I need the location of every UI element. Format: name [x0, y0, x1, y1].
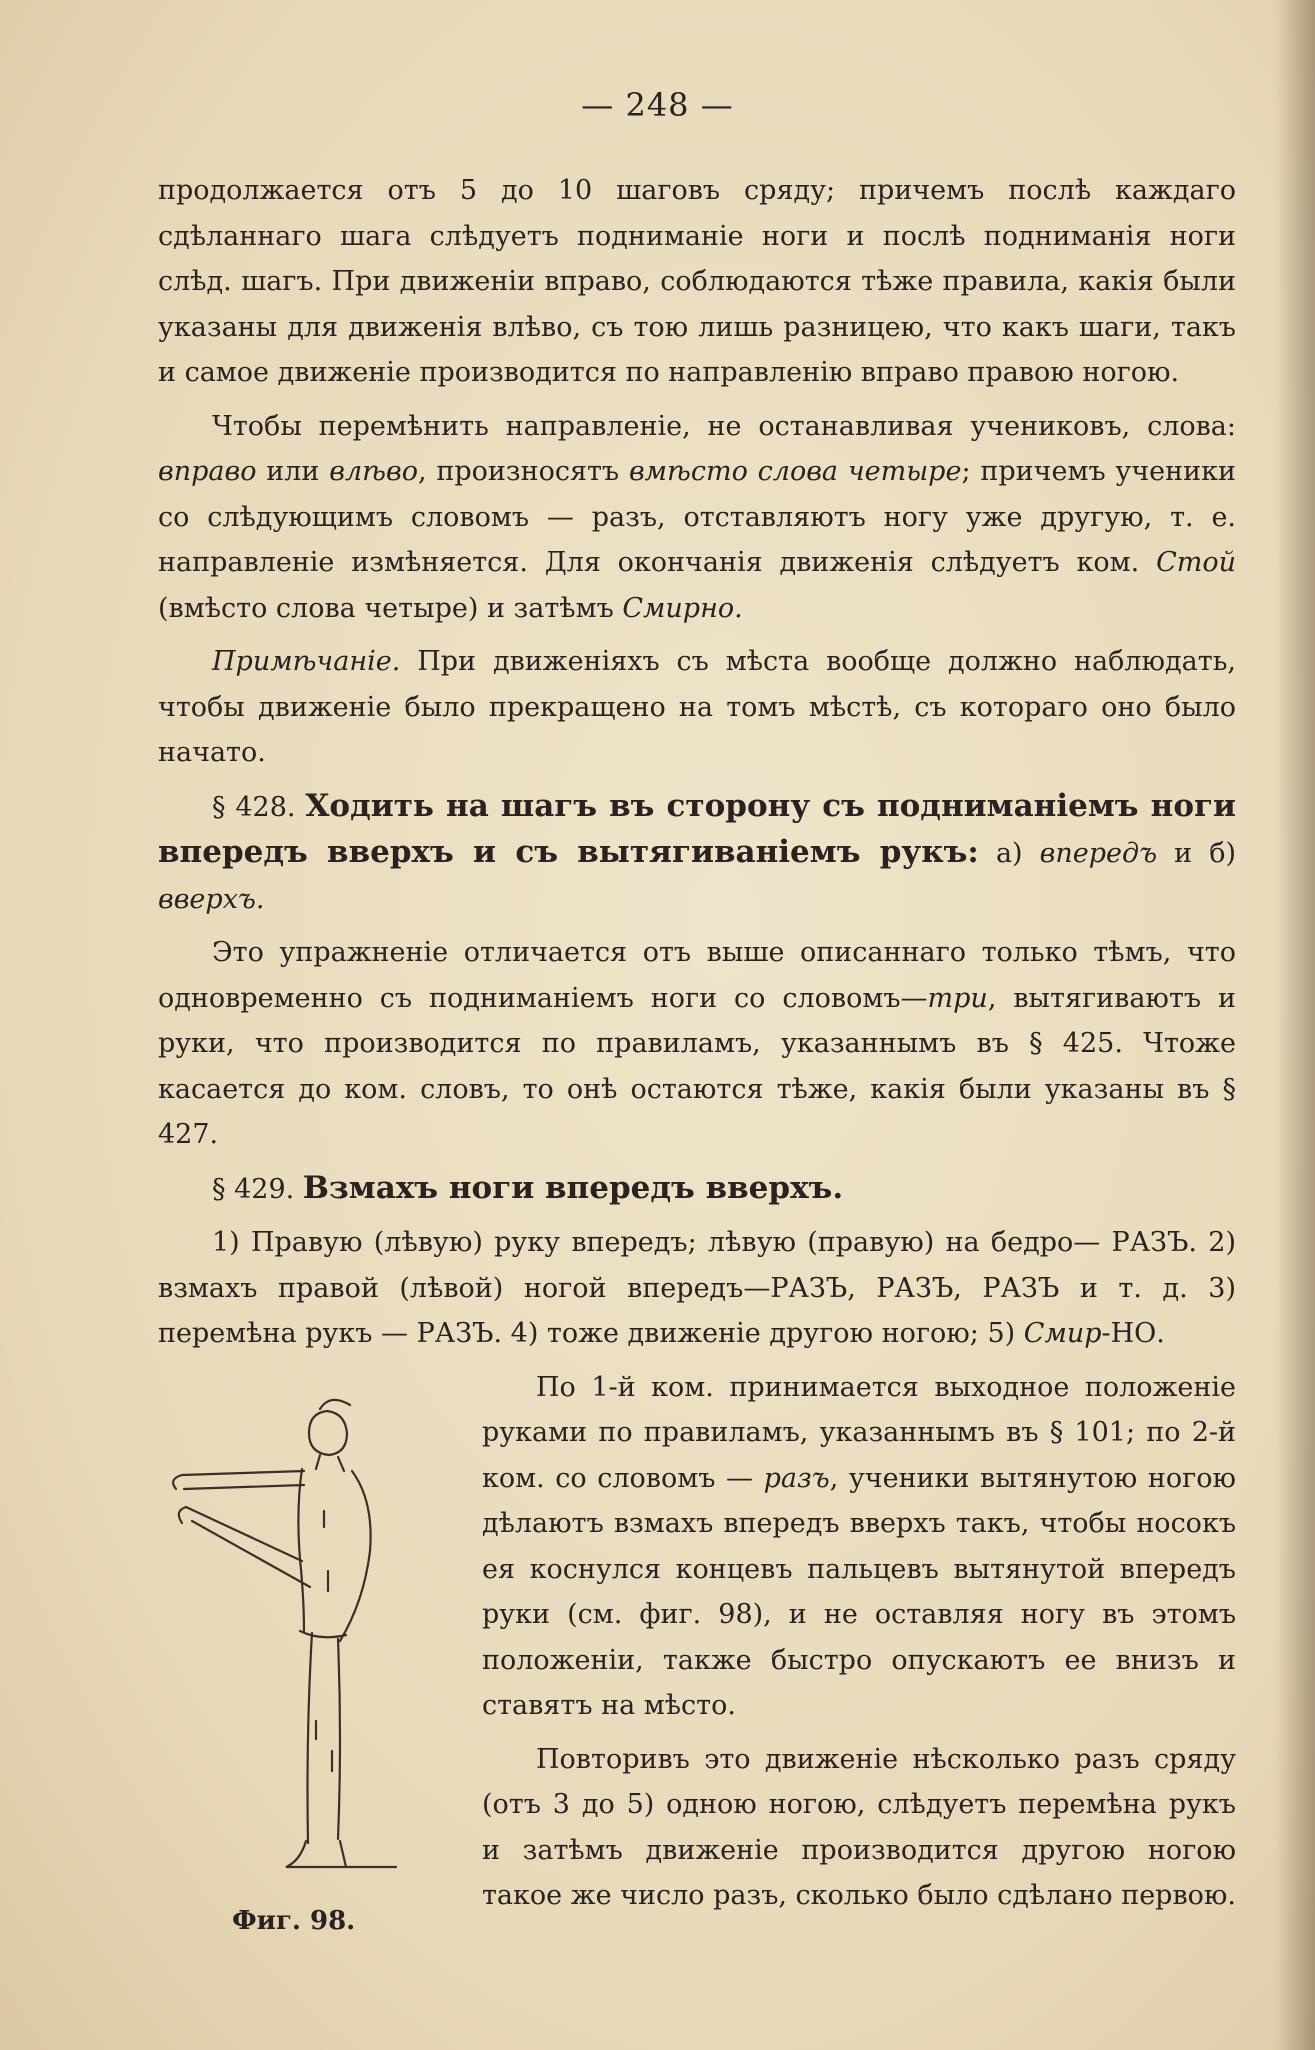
page-number: — 248 — — [581, 86, 734, 124]
gymnast-illustration — [152, 1371, 452, 1911]
paragraph-2: Чтобы перемѣнить направленіе, не останавливая учениковъ, слова: вправо или влѣво, произносятъ вмѣсто слова четыре; причемъ ученики со слѣдующимъ словомъ — разъ, отставляютъ ногу уже другую, т. е. направленіе измѣняется. Для окончанія движенія слѣдуетъ ком. Стой (вмѣсто слова четыре) и затѣмъ Смирно. — [158, 410, 1237, 624]
note-paragraph: Примѣчаніе. При движеніяхъ съ мѣста вообще должно наблюдать, чтобы движеніе было прекращено на томъ мѣстѣ, съ котораго оно было начато. — [158, 646, 1236, 768]
page-edge-shadow — [1275, 0, 1315, 2050]
paragraph-5: 1) Правую (лѣвую) руку впередъ; лѣвую (правую) на бедро— РАЗЪ. 2) взмахъ правой (лѣвой) ногой впередъ—РАЗЪ, РАЗЪ, РАЗЪ и т. д. 3) перемѣна рукъ — РАЗЪ. 4) тоже движеніе другою ногою; 5) Смир-НО. — [158, 1227, 1236, 1349]
paragraph-7: Повторивъ это движеніе нѣсколько разъ сряду (отъ 3 до 5) одною ногою, слѣдуетъ перемѣна рукъ и затѣмъ движеніе производится другою ногою такое же число разъ, сколько было сдѣлано первою. — [482, 1743, 1236, 1911]
section-428-heading: § 428. Ходить на шагъ въ сторону съ подниманіемъ ноги впередъ вверхъ и съ вытягиваніемъ рукъ: а) впередъ и б) вверхъ. — [158, 787, 1236, 915]
figure-98 — [152, 1371, 462, 1936]
paragraph-1: продолжается отъ 5 до 10 шаговъ сряду; причемъ послѣ каждаго сдѣланнаго шага слѣдуетъ подниманіе ноги и послѣ подниманія ноги слѣд. шагъ. При движеніи вправо, соблюдаются тѣже правила, какія были указаны для движенія влѣво, съ тою лишь разницею, что какъ шаги, такъ и самое движеніе производится по направленію вправо правою ногою. — [158, 175, 1236, 388]
figure-caption: Фиг. 98. — [232, 1905, 356, 1936]
paragraph-6: По 1-й ком. принимается выходное положеніе руками по правиламъ, указаннымъ въ § 101; по 2-й ком. со словомъ — разъ, ученики вытянутою ногою дѣлаютъ взмахъ впередъ вверхъ такъ, чтобы носокъ ея коснулся концевъ пальцевъ вытянутой впередъ руки (см. фиг. 98), и не оставляя ногу въ этомъ положеніи, также быстро опускаютъ ее внизъ и ставятъ на мѣсто. — [482, 1371, 1236, 1721]
paragraph-4: Это упражненіе отличается отъ выше описаннаго только тѣмъ, что одновременно съ подниманіемъ ноги со словомъ—три, вытягиваютъ и руки, что производится по правиламъ, указаннымъ въ § 425. Чтоже касается до ком. словъ, то онѣ остаются тѣже, какія были указаны въ § 427. — [158, 937, 1236, 1150]
section-429-heading: § 429. Взмахъ ноги впередъ вверхъ. — [212, 1169, 844, 1206]
body-text — [158, 168, 1237, 1936]
